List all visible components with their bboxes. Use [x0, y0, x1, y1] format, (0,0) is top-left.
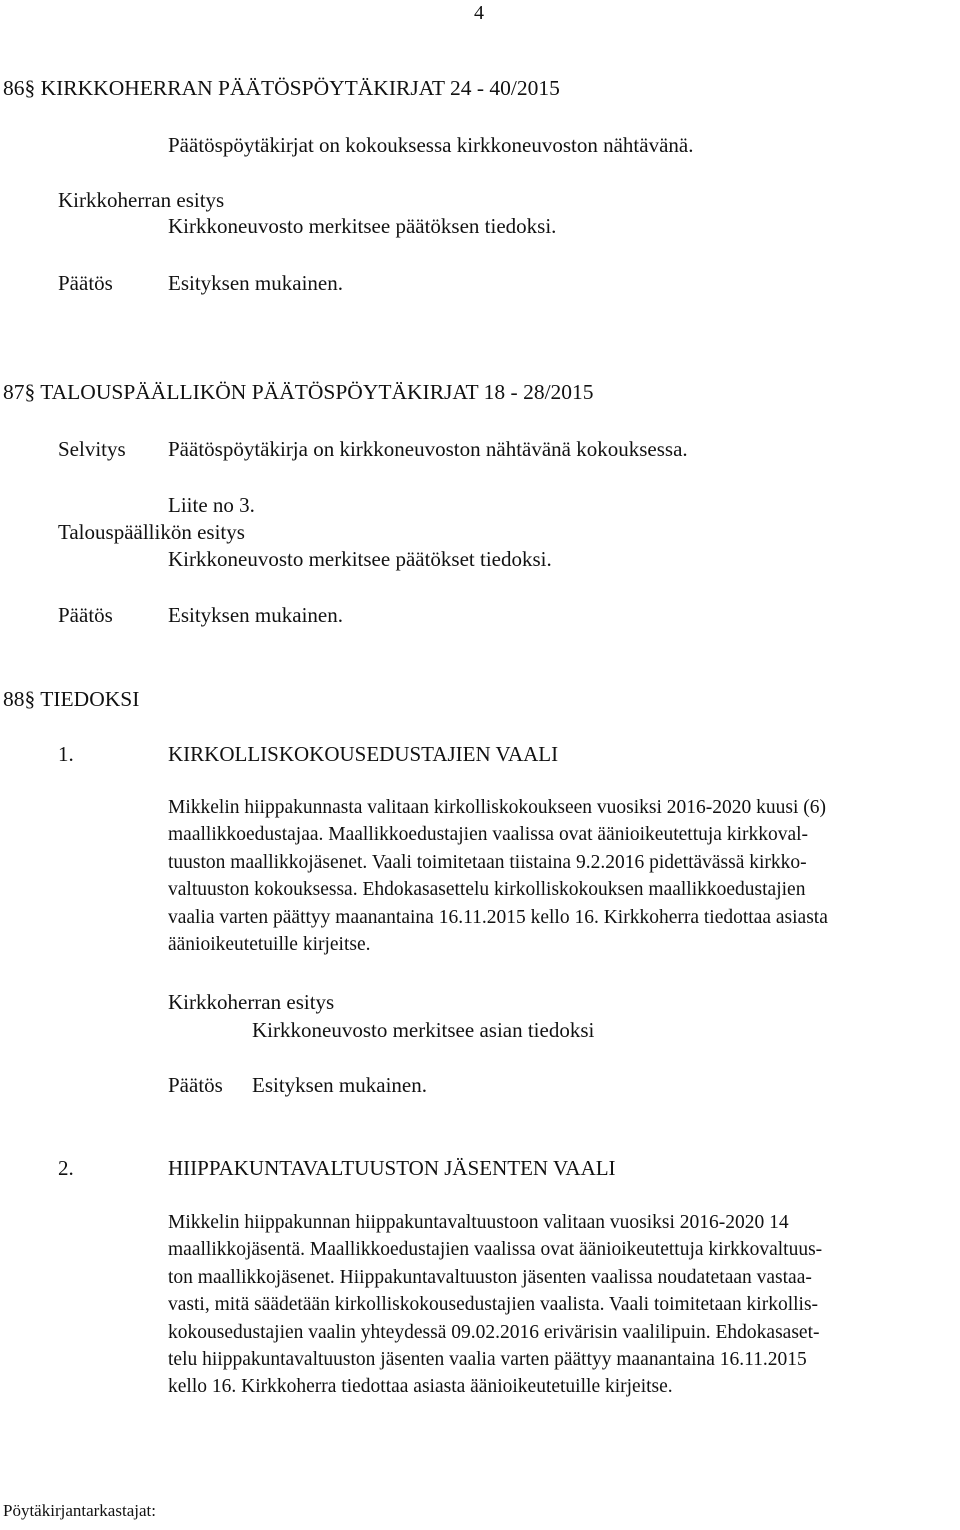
section-86-proposal-label: Kirkkoherran esitys: [58, 188, 225, 212]
section-87-proposal-label: Talouspäällikön esitys: [58, 520, 245, 544]
section-86-decision-text: Esityksen mukainen.: [168, 271, 343, 295]
item-1-title: KIRKOLLISKOKOUSEDUSTAJIEN VAALI: [168, 742, 559, 766]
paragraph-line: maallikkoedustajaa. Maallikkoedustajien vaalissa ovat äänioikeutettuja kirkkoval-: [168, 824, 809, 846]
section-87-attachment: Liite no 3.: [168, 493, 255, 517]
paragraph-line: ton maallikkojäsenet. Hiippakuntavaltuuston jäsenten vaalissa noudatetaan vastaa-: [168, 1266, 812, 1288]
paragraph-line: vasti, mitä säädetään kirkolliskokousedustajien vaalista. Vaali toimitetaan kirkollis-: [168, 1294, 819, 1316]
section-87-selvitys-text: Päätöspöytäkirja on kirkkoneuvoston nähtävänä kokouksessa.: [168, 437, 688, 461]
paragraph-line: valtuuston kokouksessa. Ehdokasasettelu kirkolliskokouksen maallikkoedustajien: [168, 879, 806, 901]
paragraph-line: vaalia varten päättyy maanantaina 16.11.2015 kello 16. Kirkkoherra tiedottaa asiasta: [168, 906, 828, 928]
paragraph-line: tuuston maallikkojäsenet. Vaali toimitetaan tiistaina 9.2.2016 pidettävässä kirkko-: [168, 851, 807, 873]
section-87-decision-label: Päätös: [58, 603, 113, 627]
section-86-note: Päätöspöytäkirjat on kokouksessa kirkkoneuvoston nähtävänä.: [168, 133, 694, 157]
paragraph-line: kello 16. Kirkkoherra tiedottaa asiasta äänioikeutetuille kirjeitse.: [168, 1376, 673, 1398]
section-87-heading: 87§ TALOUSPÄÄLLIKÖN PÄÄTÖSPÖYTÄKIRJAT 18 - 28/2015: [3, 380, 594, 404]
section-86-decision-label: Päätös: [58, 271, 113, 295]
paragraph-line: kokousedustajien vaalin yhteydessä 09.02.2016 erivärisin vaalilipuin. Ehdokasaset-: [168, 1321, 820, 1343]
item-1-number: 1.: [58, 742, 74, 766]
item-2-title: HIIPPAKUNTAVALTUUSTON JÄSENTEN VAALI: [168, 1156, 616, 1180]
paragraph-line: telu hiippakuntavaltuuston jäsenten vaalia varten päättyy maanantaina 16.11.2015: [168, 1348, 807, 1370]
paragraph-line: Mikkelin hiippakunnan hiippakuntavaltuustoon valitaan vuosiksi 2016-2020 14: [168, 1212, 789, 1233]
item-1-decision-label: Päätös: [168, 1073, 223, 1097]
item-1-decision-text: Esityksen mukainen.: [252, 1073, 427, 1097]
page-number: 4: [474, 2, 484, 24]
section-88-heading: 88§ TIEDOKSI: [3, 687, 140, 711]
item-2-paragraph: [168, 1209, 958, 1401]
section-86-heading: 86§ KIRKKOHERRAN PÄÄTÖSPÖYTÄKIRJAT 24 - 40/2015: [3, 76, 560, 100]
section-87-proposal-text: Kirkkoneuvosto merkitsee päätökset tiedoksi.: [168, 547, 552, 571]
item-1-proposal-text: Kirkkoneuvosto merkitsee asian tiedoksi: [252, 1018, 595, 1042]
paragraph-line: äänioikeutetuille kirjeitse.: [168, 933, 371, 955]
paragraph-line: maallikkojäsentä. Maallikkoedustajien vaalissa ovat äänioikeutettuja kirkkovaltuus-: [168, 1239, 823, 1261]
section-87-selvitys-label: Selvitys: [58, 437, 126, 461]
item-1-proposal-label: Kirkkoherran esitys: [168, 990, 335, 1014]
section-86-proposal-text: Kirkkoneuvosto merkitsee päätöksen tiedoksi.: [168, 214, 557, 238]
item-1-paragraph: [168, 794, 958, 958]
paragraph-line: Mikkelin hiippakunnasta valitaan kirkolliskokoukseen vuosiksi 2016-2020 kuusi (6): [168, 797, 827, 818]
section-87-decision-text: Esityksen mukainen.: [168, 603, 343, 627]
footer-reviewers-label: Pöytäkirjantarkastajat:: [3, 1501, 156, 1520]
item-2-number: 2.: [58, 1156, 74, 1180]
